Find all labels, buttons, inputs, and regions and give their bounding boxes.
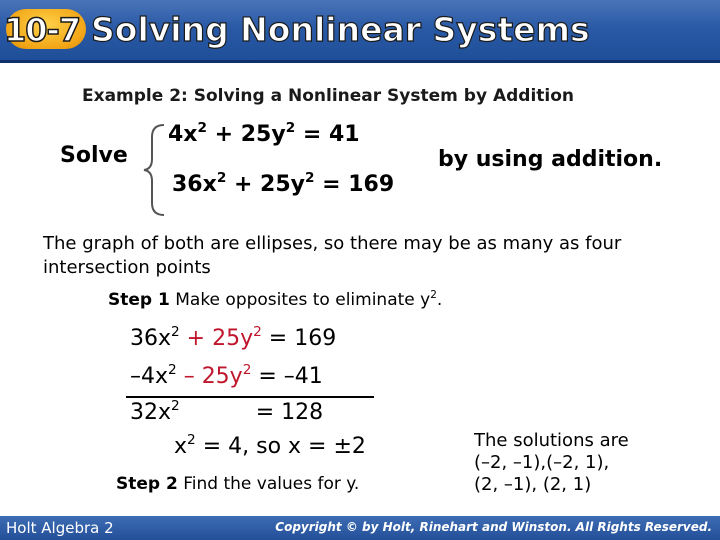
- work-1-a: 36x: [130, 326, 172, 351]
- step-1-text: Make opposites to eliminate y: [169, 290, 431, 310]
- header-divider: [0, 60, 720, 63]
- work-line-1: $36x^2 + 25y^2 = 169$: [130, 324, 337, 351]
- solve-label: Solve: [60, 143, 128, 168]
- work-3-a: 32x: [130, 400, 172, 425]
- step-2: [116, 474, 359, 494]
- footer-copyright: Copyright © by Holt, Rinehart and Winston. All Rights Reserved.: [275, 520, 712, 534]
- step-1-end: .: [436, 290, 443, 310]
- explanation-text: The graph of both are ellipses, so there may be as many as four intersection points: [43, 233, 622, 278]
- work-4-a: x: [174, 434, 188, 459]
- step-2-label: Step 2: [116, 474, 178, 494]
- step-1-label: Step 1: [108, 290, 170, 310]
- work-line-3: $32x^2 = 128$: [130, 398, 324, 425]
- solutions-box: [474, 430, 629, 496]
- eq1-term-a: 4x: [168, 122, 198, 147]
- lesson-number: 10-7: [4, 11, 81, 49]
- work-4-c: = 4, so x = ±2: [195, 434, 366, 459]
- equation-2: $36x^2 + 25y^2 = 169$: [172, 170, 395, 197]
- solutions-line-2: (–2, –1),(–2, 1),: [474, 452, 610, 473]
- work-1-b: + 25y: [179, 326, 254, 351]
- eq1-term-b: + 25y: [206, 122, 286, 147]
- eq2-term-a: 36x: [172, 172, 217, 197]
- sum-rule: [126, 396, 374, 398]
- solutions-line-3: (2, –1), (2, 1): [474, 474, 592, 495]
- work-2-b: – 25y: [176, 364, 243, 389]
- page-title: Solving Nonlinear Systems: [91, 10, 590, 49]
- eq2-term-b: + 25y: [226, 172, 306, 197]
- work-line-2: $-4x^2 - 25y^2 = -41$: [130, 362, 323, 389]
- work-line-4: $x^2 = 4$, so x = ±2: [174, 432, 366, 459]
- left-brace-icon: [142, 123, 168, 217]
- method-label: by using addition.: [438, 147, 663, 172]
- step-1: [108, 290, 442, 310]
- eq2-rhs: = 169: [314, 172, 395, 197]
- work-3-c: = 128: [255, 400, 324, 425]
- equation-1: $4x^2 + 25y^2 = 41$: [168, 120, 360, 147]
- header-bar: [0, 0, 720, 60]
- example-title: Example 2: Solving a Nonlinear System by Addition: [82, 86, 575, 106]
- step-2-text: Find the values for y.: [177, 474, 360, 494]
- work-2-a: –4x: [130, 364, 169, 389]
- solutions-line-1: The solutions are: [474, 430, 629, 451]
- work-1-c: = 169: [261, 326, 337, 351]
- work-2-c: = –41: [251, 364, 323, 389]
- step-1-exponent: 2: [430, 289, 437, 302]
- eq1-rhs: = 41: [295, 122, 360, 147]
- footer-bar: [0, 516, 720, 540]
- footer-book-title: Holt Algebra 2: [6, 519, 114, 537]
